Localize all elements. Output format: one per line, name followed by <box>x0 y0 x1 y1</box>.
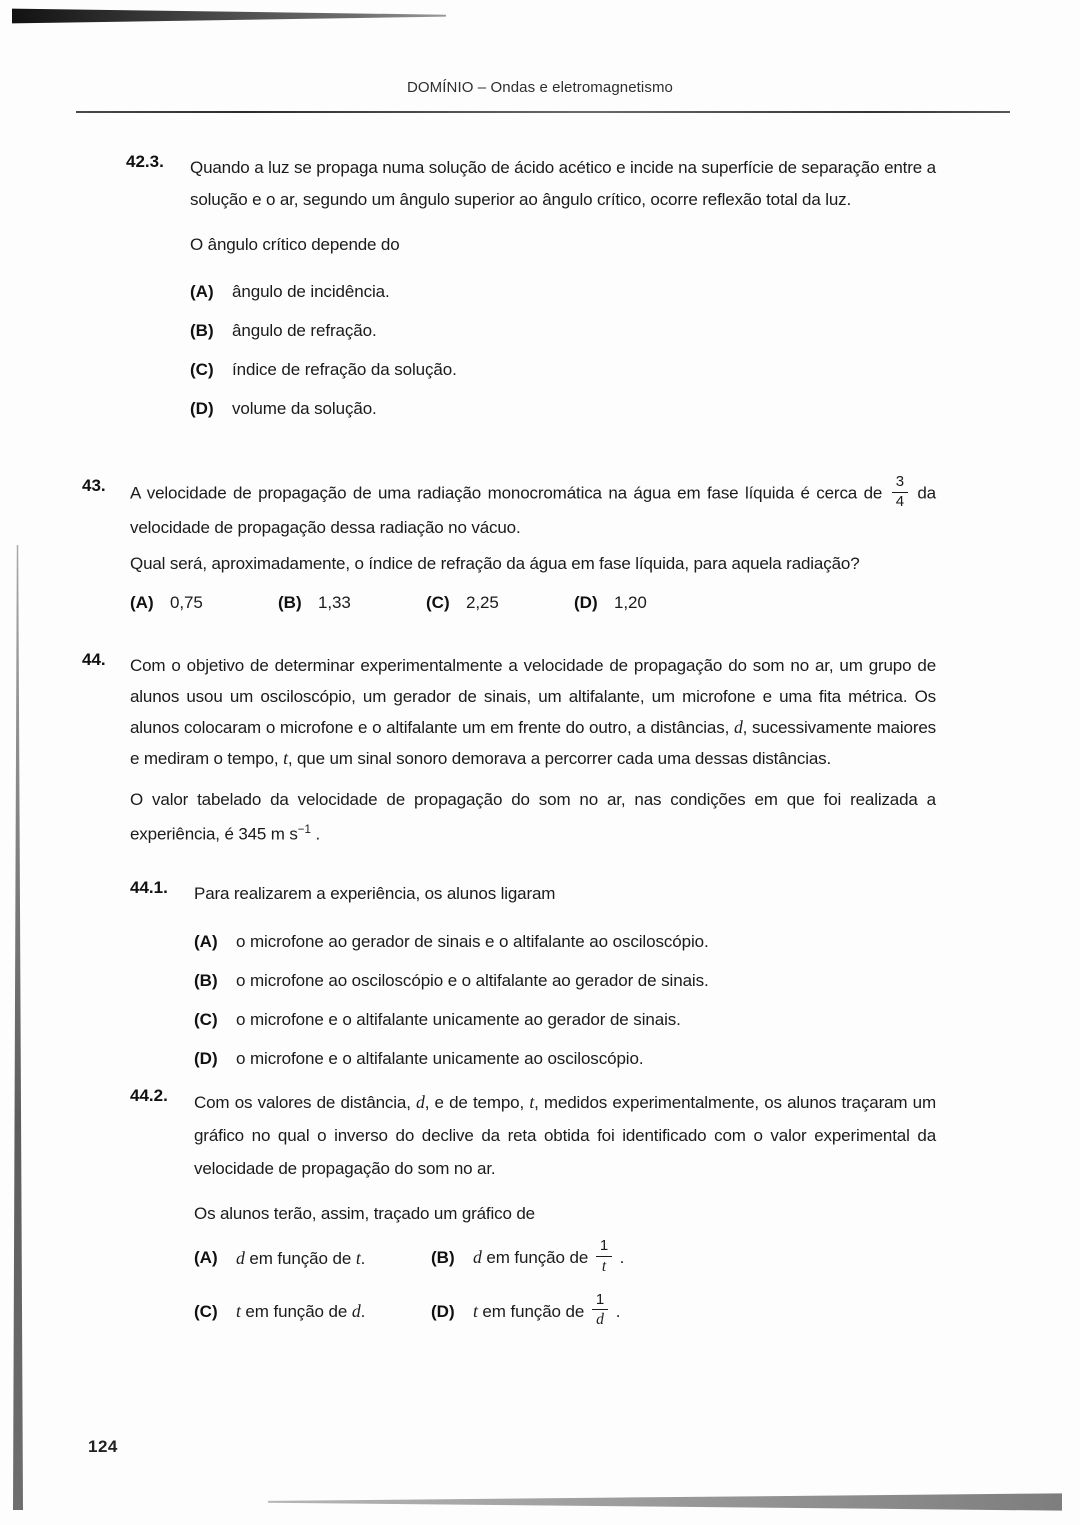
option-b <box>431 1237 936 1277</box>
option-label: (C) <box>194 1010 218 1029</box>
question-text: A velocidade de propagação de uma radiação monocromática na água em fase líquida é cerca de $\frac{3}{4}$ da velocidade de propagação dessa radiação no vácuo. <box>130 473 936 537</box>
question-number: 43. <box>82 476 106 495</box>
question-44 <box>82 650 936 850</box>
option-d <box>190 392 936 425</box>
option-c <box>194 1003 936 1036</box>
question-number: 42.3. <box>126 152 164 171</box>
question-stem: Qual será, aproximadamente, o índice de refração da água em fase líquida, para aquela radiação? <box>130 554 860 573</box>
option-label: (B) <box>278 593 302 612</box>
question-number: 44. <box>82 650 106 669</box>
option-label: (C) <box>426 593 450 612</box>
option-c <box>194 1294 431 1331</box>
question-body <box>190 152 936 425</box>
option-a <box>190 275 936 308</box>
option-text: o microfone ao gerador de sinais e o altifalante ao osciloscópio. <box>236 932 709 951</box>
options-grid <box>194 1237 936 1330</box>
scan-artifact-bottom-bar <box>268 1493 1062 1511</box>
option-text: 1,20 <box>614 593 647 612</box>
options-row <box>130 593 936 613</box>
option-d <box>194 1042 936 1075</box>
inline-fraction: $\frac{1}{t}$ <box>596 1238 612 1275</box>
option-b <box>190 314 936 347</box>
question-body <box>194 878 936 1075</box>
option-label: (A) <box>190 282 214 301</box>
option-text: 2,25 <box>466 593 499 612</box>
option-text: 1,33 <box>318 593 351 612</box>
question-43 <box>82 473 936 613</box>
question-text-2: O valor tabelado da velocidade de propagação do som no ar, nas condições em que foi realizada a experiência, é 345 m $s^{-1}$ . <box>130 790 936 844</box>
option-b <box>194 964 936 997</box>
option-label: (C) <box>190 360 214 379</box>
option-c <box>426 593 574 613</box>
question-stem: O ângulo crítico depende do <box>190 235 400 254</box>
question-number: 44.1. <box>130 878 168 897</box>
question-44-1 <box>130 878 936 1075</box>
option-c <box>190 353 936 386</box>
option-text: o microfone ao osciloscópio e o altifalante ao gerador de sinais. <box>236 971 709 990</box>
option-text: o microfone e o altifalante unicamente ao gerador de sinais. <box>236 1010 681 1029</box>
question-body <box>194 1086 936 1330</box>
question-stem: Os alunos terão, assim, traçado um gráfico de <box>194 1204 535 1223</box>
option-label: (D) <box>194 1049 218 1068</box>
option-label: (A) <box>194 932 218 951</box>
question-42-3 <box>126 152 936 425</box>
option-text: ângulo de incidência. <box>232 282 390 301</box>
option-label: (D) <box>190 399 214 418</box>
scan-artifact-left-bar <box>13 545 23 1510</box>
question-text: Com o objetivo de determinar experimentalmente a velocidade de propagação do som no ar, um grupo de alunos usou um osciloscópio, um gerador de sinais, um altifalante, um microfone e uma fita métrica. Os alunos colocaram o microfone e o altifalante um em frente do outro, a distâncias, d, sucessivamente maiores e mediram o tempo, t, que um sinal sonoro demorava a percorrer cada uma dessas distâncias. <box>130 656 936 768</box>
option-a <box>194 1240 431 1277</box>
option-d <box>431 1290 936 1331</box>
option-text: t em função de d. <box>236 1301 366 1322</box>
option-d <box>574 593 722 613</box>
option-text: 0,75 <box>170 593 203 612</box>
option-label: (B) <box>190 321 214 340</box>
option-a <box>130 593 278 613</box>
question-body <box>130 473 936 613</box>
options-list <box>194 925 936 1075</box>
option-label: (D) <box>431 1301 455 1321</box>
option-text: volume da solução. <box>232 399 377 418</box>
scan-artifact-top-bar <box>12 8 446 24</box>
question-text: Com os valores de distância, d, e de tempo, t, medidos experimentalmente, os alunos traçaram um gráfico no qual o inverso do declive da reta obtida foi identificado com o valor experimental da velocidade de propagação do som no ar. <box>194 1092 936 1178</box>
inline-fraction: $\frac{3}{4}$ <box>892 474 908 510</box>
inline-fraction: $\frac{1}{d}$ <box>592 1292 608 1329</box>
option-a <box>194 925 936 958</box>
option-label: (A) <box>194 1248 218 1268</box>
header-divider-rule <box>76 111 1010 113</box>
option-text: índice de refração da solução. <box>232 360 457 379</box>
option-label: (B) <box>194 971 218 990</box>
option-label: (C) <box>194 1301 218 1321</box>
question-body <box>130 650 936 850</box>
question-number: 44.2. <box>130 1086 168 1105</box>
question-stem: Para realizarem a experiência, os alunos ligaram <box>194 884 556 903</box>
option-text: ângulo de refração. <box>232 321 377 340</box>
option-label: (B) <box>431 1248 455 1268</box>
question-44-2 <box>130 1086 936 1330</box>
page-number: 124 <box>88 1437 118 1456</box>
option-label: (A) <box>130 593 154 612</box>
option-text: o microfone e o altifalante unicamente ao osciloscópio. <box>236 1049 644 1068</box>
option-b <box>278 593 426 613</box>
option-text: t em função de $\frac{1}{d}$ . <box>473 1290 621 1329</box>
question-text: Quando a luz se propaga numa solução de ácido acético e incide na superfície de separação entre a solução e o ar, segundo um ângulo superior ao ângulo crítico, ocorre reflexão total da luz. <box>190 158 936 209</box>
options-list <box>190 275 936 425</box>
page-header-title: DOMÍNIO – Ondas e eletromagnetismo <box>406 79 673 96</box>
option-text: d em função de t. <box>236 1247 366 1268</box>
option-label: (D) <box>574 593 598 612</box>
option-text: d em função de $\frac{1}{t}$ . <box>473 1237 625 1275</box>
